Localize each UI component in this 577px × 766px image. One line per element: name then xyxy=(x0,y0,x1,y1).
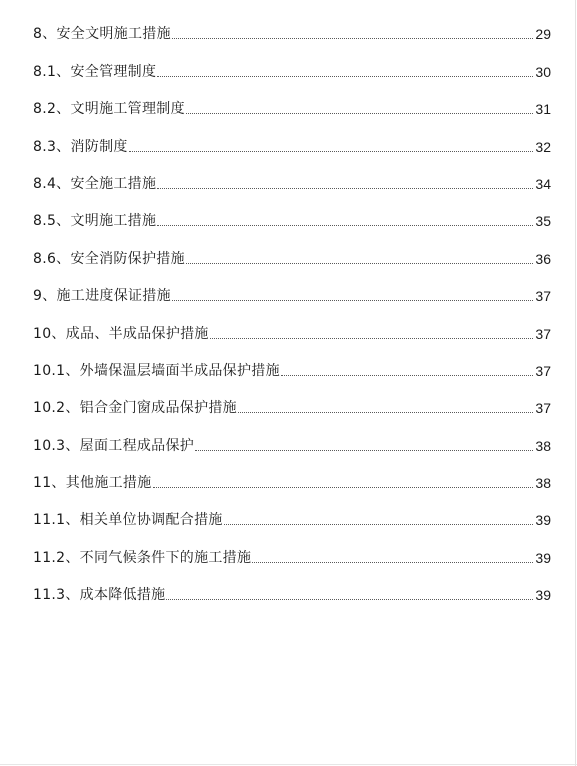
toc-entry[interactable] xyxy=(33,380,551,417)
toc-dot-leader xyxy=(157,188,533,189)
toc-entry-title: 8、安全文明施工措施 xyxy=(33,26,171,43)
page-edge-right xyxy=(575,0,576,766)
toc-dot-leader xyxy=(157,225,533,226)
toc-entry-title: 10.3、屋面工程成品保护 xyxy=(33,437,195,454)
toc-entry[interactable] xyxy=(33,567,551,604)
toc-entry-title: 11、其他施工措施 xyxy=(33,475,152,492)
toc-page-number: 29 xyxy=(535,26,551,43)
toc-page-number: 37 xyxy=(535,288,551,305)
toc-page-number: 38 xyxy=(535,437,551,454)
toc-page-number: 39 xyxy=(535,587,551,604)
toc-entry[interactable] xyxy=(33,43,551,80)
toc-entry[interactable] xyxy=(33,81,551,118)
page-edge-bottom xyxy=(0,764,577,765)
toc-entry[interactable] xyxy=(33,118,551,155)
toc-dot-leader xyxy=(252,562,533,563)
toc-entry-title: 9、施工进度保证措施 xyxy=(33,288,171,305)
toc-page-number: 38 xyxy=(535,475,551,492)
toc-entry[interactable] xyxy=(33,193,551,230)
toc-dot-leader xyxy=(186,263,534,264)
toc-entry-title: 10.2、铝合金门窗成品保护措施 xyxy=(33,400,237,417)
toc-page-number: 32 xyxy=(535,138,551,155)
toc-dot-leader xyxy=(172,300,534,301)
toc-entry-title: 10.1、外墙保温层墙面半成品保护措施 xyxy=(33,362,280,379)
toc-entry-title: 11.3、成本降低措施 xyxy=(33,587,166,604)
toc-entry[interactable] xyxy=(33,417,551,454)
toc-entry-title: 8.6、安全消防保护措施 xyxy=(33,250,185,267)
toc-entry[interactable] xyxy=(33,305,551,342)
toc-entry[interactable] xyxy=(33,455,551,492)
toc-entry-title: 8.3、消防制度 xyxy=(33,138,128,155)
toc-entry-title: 10、成品、半成品保护措施 xyxy=(33,325,209,342)
toc-entry[interactable] xyxy=(33,343,551,380)
toc-page-number: 37 xyxy=(535,400,551,417)
toc-entry[interactable] xyxy=(33,268,551,305)
toc-page-number: 37 xyxy=(535,325,551,342)
toc-dot-leader xyxy=(172,38,534,39)
toc-entry[interactable] xyxy=(33,230,551,267)
toc-entry-title: 8.4、安全施工措施 xyxy=(33,175,157,192)
toc-dot-leader xyxy=(224,524,534,525)
toc-page-number: 30 xyxy=(535,63,551,80)
toc-entry-title: 11.2、不同气候条件下的施工措施 xyxy=(33,549,252,566)
toc-dot-leader xyxy=(195,450,533,451)
toc-entry[interactable] xyxy=(33,6,551,43)
toc-page-number: 39 xyxy=(535,512,551,529)
toc-page-number: 39 xyxy=(535,549,551,566)
toc-dot-leader xyxy=(238,412,533,413)
toc-page-number: 37 xyxy=(535,362,551,379)
toc-dot-leader xyxy=(166,599,533,600)
toc-dot-leader xyxy=(129,151,534,152)
table-of-contents xyxy=(33,6,551,604)
toc-page-number: 34 xyxy=(535,175,551,192)
toc-dot-leader xyxy=(210,338,534,339)
toc-entry-title: 8.1、安全管理制度 xyxy=(33,63,157,80)
toc-dot-leader xyxy=(153,487,534,488)
toc-dot-leader xyxy=(186,113,534,114)
toc-entry-title: 11.1、相关单位协调配合措施 xyxy=(33,512,223,529)
toc-entry[interactable] xyxy=(33,492,551,529)
toc-page-number: 35 xyxy=(535,213,551,230)
toc-dot-leader xyxy=(157,76,533,77)
toc-entry-title: 8.5、文明施工措施 xyxy=(33,213,157,230)
toc-entry[interactable] xyxy=(33,156,551,193)
toc-page-number: 31 xyxy=(535,101,551,118)
toc-dot-leader xyxy=(281,375,534,376)
toc-entry[interactable] xyxy=(33,529,551,566)
toc-entry-title: 8.2、文明施工管理制度 xyxy=(33,101,185,118)
toc-page-number: 36 xyxy=(535,250,551,267)
